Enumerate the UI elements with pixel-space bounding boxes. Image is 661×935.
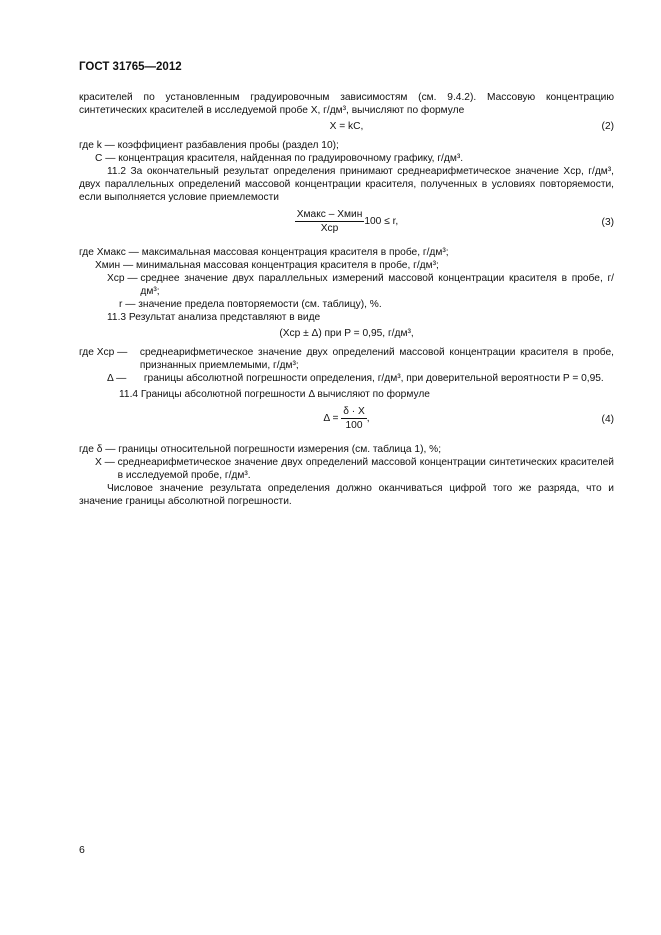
formula-4-numerator: δ · X	[343, 406, 365, 417]
definition-text: границы абсолютной погрешности определения, г/дм³, при доверительной вероятности P = 0,95.	[143, 373, 604, 384]
definition-term: где k —	[79, 140, 115, 151]
formula-2-expression: X = kC,	[329, 121, 364, 132]
formula-3-denominator: Xср	[320, 223, 339, 234]
formula-3-number: (3)	[601, 217, 614, 228]
definition-term: Δ —	[107, 373, 127, 384]
definition-delta	[79, 372, 614, 385]
definition-term: Xср —	[107, 273, 138, 284]
formula-3-numerator: Xмакс – Xмин	[296, 209, 363, 220]
formula-4-expression	[79, 405, 614, 432]
formula-4-tail: ,	[366, 413, 370, 424]
definition-term: X —	[95, 457, 115, 468]
definition-term: Xмин —	[95, 260, 134, 271]
formula-3	[79, 208, 614, 238]
definition-xmax	[79, 246, 614, 259]
definition-text: среднеарифметическое значение двух определений массовой концентрации красителя в пробе, признанных приемлемыми, г/дм³;	[139, 347, 614, 371]
definition-term: где Xср —	[79, 347, 128, 358]
section-11-2: 11.2 За окончательный результат определения принимают среднеарифметическое значение Xср, г/дм³, двух параллельных определений массовой концентрации красителя, полученных в условиях повторяемости, если выполняется условие приемлемости	[79, 166, 614, 203]
definition-delta-rel	[79, 443, 614, 456]
formula-4	[79, 405, 614, 435]
section-11-3: 11.3 Результат анализа представляют в виде	[107, 312, 321, 323]
intro-paragraph: красителей по установленным градуировочным зависимостям (см. 9.4.2). Массовую концентрацию синтетических красителей в исследуемой пробе X, г/дм³, вычисляют по формуле	[79, 92, 614, 116]
definition-xavg	[79, 272, 614, 298]
final-paragraph: Числовое значение результата определения должно оканчиваться цифрой того же разряда, что и значение границы абсолютной погрешности.	[79, 483, 614, 507]
definition-text: концентрация красителя, найденная по градуировочному графику, г/дм³.	[118, 153, 464, 164]
formula-2	[79, 120, 614, 135]
definition-text: коэффициент разбавления пробы (раздел 10);	[117, 140, 339, 151]
definition-x	[79, 456, 614, 482]
definition-text: минимальная массовая концентрация красителя в пробе, г/дм³;	[135, 260, 439, 271]
definition-k	[79, 139, 614, 152]
definition-xavg-result	[79, 346, 614, 372]
formula-4-denominator: 100	[345, 420, 363, 431]
document-body	[79, 91, 614, 508]
definition-term: где δ —	[79, 444, 116, 455]
formula-result	[79, 327, 614, 342]
definition-text: границы относительной погрешности измерения (см. таблица 1), %;	[118, 444, 442, 455]
section-11-4: 11.4 Границы абсолютной погрешности Δ вычисляют по формуле	[119, 389, 430, 400]
formula-4-lhs: Δ =	[323, 413, 339, 424]
definition-term: r —	[119, 299, 136, 310]
page-number: 6	[79, 844, 85, 856]
formula-3-expression	[79, 208, 614, 235]
formula-3-fraction	[295, 208, 365, 235]
formula-result-expression: (Xср ± Δ) при P = 0,95, г/дм³,	[279, 328, 414, 339]
formula-4-number: (4)	[601, 414, 614, 425]
document-header: ГОСТ 31765—2012	[79, 61, 182, 73]
formula-4-fraction	[341, 405, 367, 432]
definition-text: среднее значение двух параллельных измерений массовой концентрации красителя в пробе, г/дм³;	[140, 273, 614, 297]
definition-xmin	[79, 259, 614, 272]
definition-text: среднеарифметическое значение двух определений массовой концентрации синтетических красителей в исследуемой пробе, г/дм³.	[117, 457, 614, 481]
definition-term: где Xмакс —	[79, 247, 139, 258]
definition-c	[79, 152, 614, 165]
definition-text: значение предела повторяемости (см. таблицу), %.	[138, 299, 382, 310]
formula-2-number: (2)	[601, 121, 614, 132]
definition-text: максимальная массовая концентрация красителя в пробе, г/дм³;	[141, 247, 449, 258]
definition-r	[79, 298, 614, 311]
formula-3-tail: 100 ≤ r,	[364, 216, 399, 227]
definition-term: C —	[95, 153, 116, 164]
